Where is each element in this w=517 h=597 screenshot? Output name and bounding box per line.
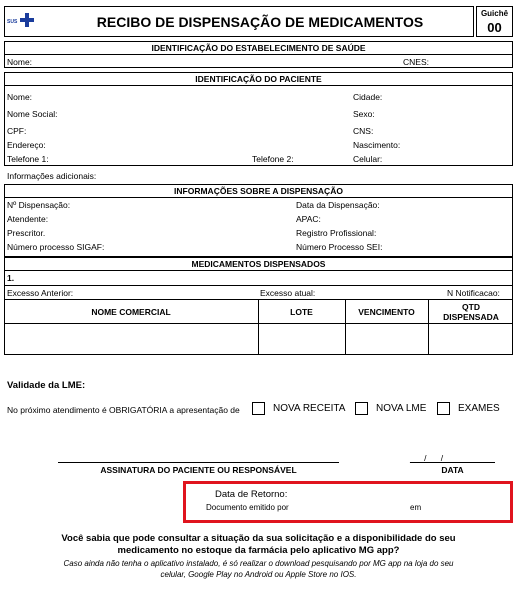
nova-lme-checkbox[interactable] xyxy=(355,402,368,415)
estabelecimento-heading: IDENTIFICAÇÃO DO ESTABELECIMENTO DE SAÚDE xyxy=(151,43,366,53)
nova-receita-label: NOVA RECEITA xyxy=(273,403,346,414)
divider xyxy=(4,197,513,198)
paciente-cidade-label: Cidade: xyxy=(353,92,383,102)
paciente-section xyxy=(4,72,513,166)
column-nome-comercial: NOME COMERCIAL xyxy=(91,307,171,317)
divider xyxy=(4,54,513,55)
divider xyxy=(4,85,513,86)
dispensacao-registro-label: Registro Profissional: xyxy=(296,228,377,238)
paciente-heading: IDENTIFICAÇÃO DO PACIENTE xyxy=(195,74,322,84)
signature-line xyxy=(58,462,339,463)
estab-nome-label: Nome: xyxy=(7,57,33,67)
data-label: DATA xyxy=(441,465,464,475)
nova-receita-checkbox[interactable] xyxy=(252,402,265,415)
medicamentos-heading: MEDICAMENTOS DISPENSADOS xyxy=(191,259,326,269)
paciente-cpf-label: CPF: xyxy=(7,126,27,136)
excesso-atual-label: Excesso atual: xyxy=(260,288,316,298)
footer-question-line1: Você sabia que pode consultar a situação da sua solicitação e a disponibilidade do seu xyxy=(61,533,456,544)
n-notificacao-label: N Notificacao: xyxy=(447,288,500,298)
footer-note-line2: celular, Google Play no Android ou Apple Store no IOS. xyxy=(160,570,357,579)
plus-icon xyxy=(20,13,34,27)
footer-note-line1: Caso ainda não tenha o aplicativo instalado, é só realizar o download pesquisando por MG app na loja do seu xyxy=(63,559,454,568)
dispensacao-apac-label: APAC: xyxy=(296,214,321,224)
dispensacao-sigaf-label: Número processo SIGAF: xyxy=(7,242,105,252)
date-placeholder: ___/___/_____ xyxy=(410,453,467,463)
dispensacao-atendente-label: Atendente: xyxy=(7,214,49,224)
dispensacao-data-label: Data da Dispensação: xyxy=(296,200,380,210)
paciente-endereco-label: Endereço: xyxy=(7,140,46,150)
sus-logo xyxy=(7,11,37,31)
dispensacao-prescritor-label: Prescritor. xyxy=(7,228,46,238)
paciente-telefone2-label: Telefone 2: xyxy=(252,154,294,164)
dispensacao-heading: INFORMAÇÕES SOBRE A DISPENSAÇÃO xyxy=(174,186,343,196)
paciente-cns-label: CNS: xyxy=(353,126,374,136)
sus-logo-text: SUS xyxy=(7,19,18,25)
validade-text: No próximo atendimento é OBRIGATÓRIA a apresentação de xyxy=(7,405,240,415)
estab-cnes-label: CNES: xyxy=(403,57,429,67)
guiche-number: 00 xyxy=(487,20,502,35)
dispensacao-num-label: Nº Dispensação: xyxy=(7,200,71,210)
guiche-label: Guichê xyxy=(480,9,509,18)
paciente-celular-label: Celular: xyxy=(353,154,383,164)
divider xyxy=(4,270,513,271)
paciente-nome-label: Nome: xyxy=(7,92,33,102)
exames-checkbox[interactable] xyxy=(437,402,450,415)
assinatura-label: ASSINATURA DO PACIENTE OU RESPONSÁVEL xyxy=(100,465,297,475)
data-retorno-label: Data de Retorno: xyxy=(215,489,288,500)
paciente-telefone1-label: Telefone 1: xyxy=(7,154,49,164)
paciente-nome-social-label: Nome Social: xyxy=(7,109,58,119)
paciente-sexo-label: Sexo: xyxy=(353,109,375,119)
nova-lme-label: NOVA LME xyxy=(376,403,427,414)
date-line xyxy=(410,462,495,463)
validade-heading: Validade da LME: xyxy=(7,380,86,391)
column-qtd-dispensada: QTD DISPENSADA xyxy=(443,302,499,322)
exames-label: EXAMES xyxy=(458,403,500,414)
paciente-nascimento-label: Nascimento: xyxy=(353,140,401,150)
retorno-highlight-box xyxy=(183,481,513,523)
divider xyxy=(4,285,513,286)
column-vencimento: VENCIMENTO xyxy=(358,307,415,317)
medicamento-item-number: 1. xyxy=(7,273,15,283)
document-title: RECIBO DE DISPENSAÇÃO DE MEDICAMENTOS xyxy=(96,14,424,30)
dispensacao-sei-label: Número Processo SEI: xyxy=(296,242,383,252)
divider xyxy=(428,299,429,355)
excesso-anterior-label: Excesso Anterior: xyxy=(7,288,74,298)
documento-emitido-label: Documento emitido por xyxy=(206,503,289,512)
info-adicionais-label: Informações adicionais: xyxy=(7,171,97,181)
footer-question-line2: medicamento no estoque da farmácia pelo aplicativo MG app? xyxy=(117,545,400,556)
em-label: em xyxy=(410,503,422,512)
column-lote: LOTE xyxy=(290,307,313,317)
